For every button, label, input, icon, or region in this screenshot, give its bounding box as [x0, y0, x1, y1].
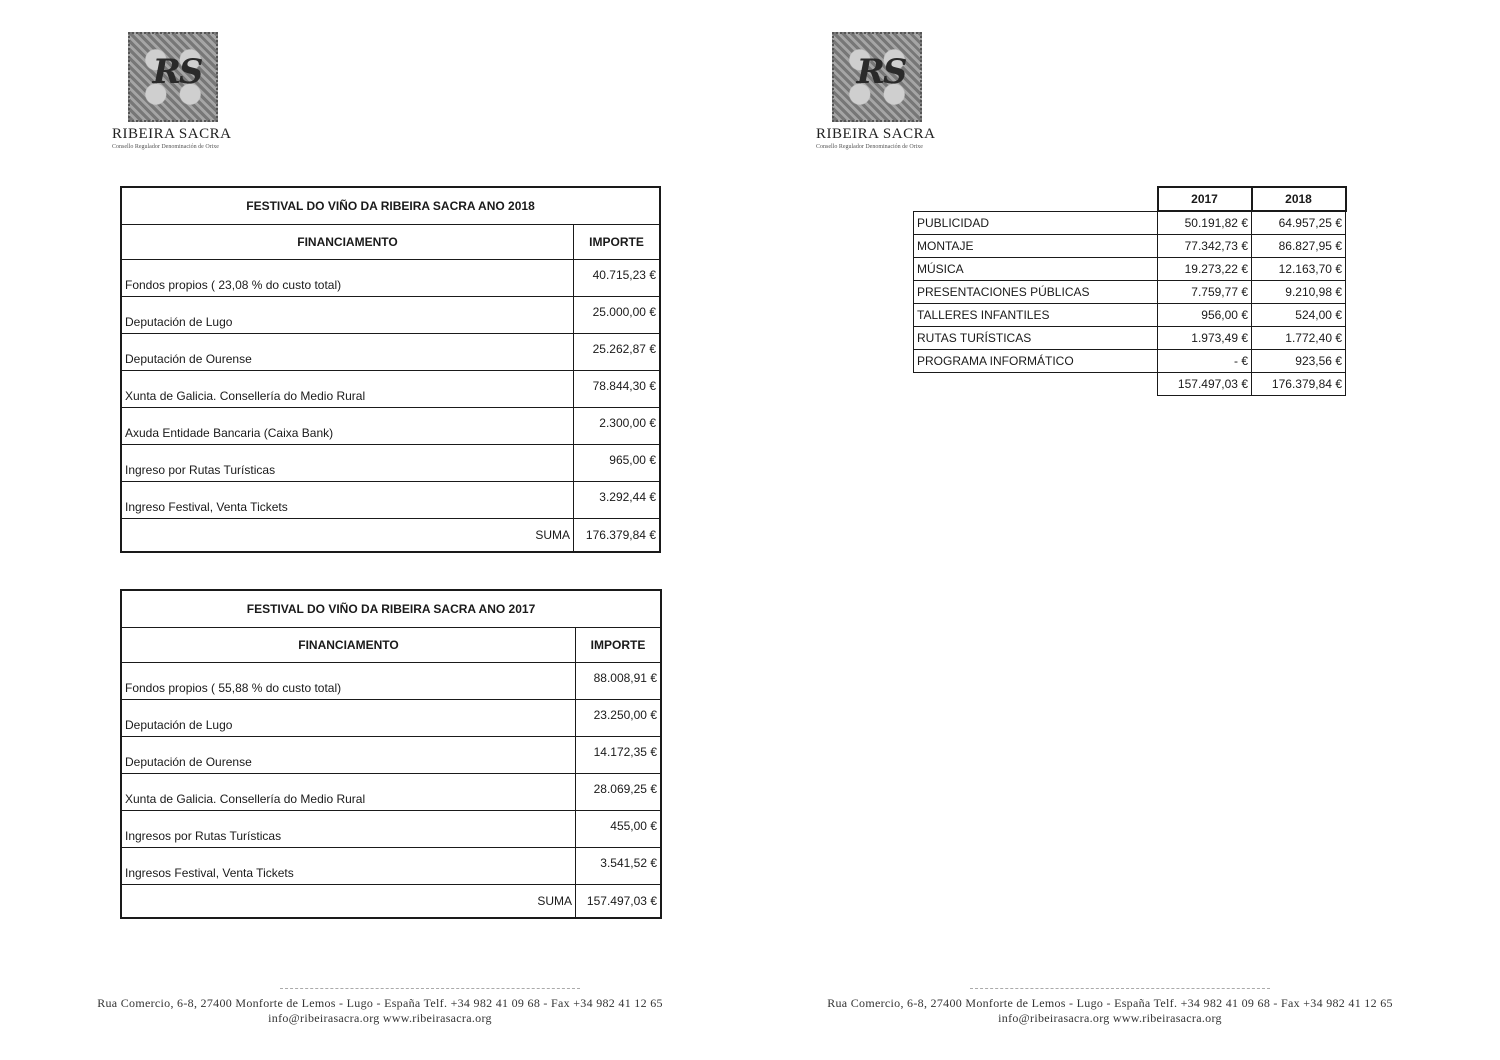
table-row	[121, 260, 660, 297]
row-label: TALLERES INFANTILES	[914, 304, 1158, 327]
table-row	[914, 258, 1346, 281]
value-2017: 956,00 €	[1158, 304, 1252, 327]
row-amount: 965,00 €	[574, 445, 661, 482]
table-row	[121, 700, 661, 737]
row-label: Fondos propios ( 23,08 % do custo total)	[121, 260, 574, 297]
footer-address: Rua Comercio, 6-8, 27400 Monforte de Lemos - Lugo - España Telf. +34 982 41 09 68 - Fax +34 982 41 12 65	[97, 996, 663, 1010]
year-header-2018: 2018	[1252, 187, 1346, 211]
value-2017: 50.191,82 €	[1158, 211, 1252, 235]
value-2017: 7.759,77 €	[1158, 281, 1252, 304]
value-2018: 12.163,70 €	[1252, 258, 1346, 281]
value-2018: 9.210,98 €	[1252, 281, 1346, 304]
row-label: PROGRAMA INFORMÁTICO	[914, 350, 1158, 373]
row-label: Xunta de Galicia. Consellería do Medio Rural	[121, 774, 576, 811]
row-amount: 3.292,44 €	[574, 482, 661, 519]
row-label: Deputación de Lugo	[121, 297, 574, 334]
column-header-importe: IMPORTE	[576, 628, 662, 663]
year-header-2017: 2017	[1158, 187, 1252, 211]
logo-title: RIBEIRA SACRA	[816, 126, 936, 142]
table-row	[121, 408, 660, 445]
table-row	[121, 737, 661, 774]
row-amount: 40.715,23 €	[574, 260, 661, 297]
value-2018: 86.827,95 €	[1252, 235, 1346, 258]
value-2018: 64.957,25 €	[1252, 211, 1346, 235]
value-2018: 1.772,40 €	[1252, 327, 1346, 350]
footer-divider	[280, 988, 580, 989]
row-amount: 78.844,30 €	[574, 371, 661, 408]
table-row	[914, 350, 1346, 373]
blank-cell	[914, 373, 1158, 396]
row-label: Deputación de Lugo	[121, 700, 576, 737]
row-label: Fondos propios ( 55,88 % do custo total)	[121, 663, 576, 700]
total-2017: 157.497,03 €	[1158, 373, 1252, 396]
table-row	[121, 297, 660, 334]
footer-address: Rua Comercio, 6-8, 27400 Monforte de Lemos - Lugo - España Telf. +34 982 41 09 68 - Fax +34 982 41 12 65	[827, 996, 1393, 1010]
row-amount: 3.541,52 €	[576, 848, 662, 885]
sum-label: SUMA	[121, 519, 574, 553]
value-2017: 19.273,22 €	[1158, 258, 1252, 281]
total-row	[914, 373, 1346, 396]
expense-comparison-table	[913, 186, 1347, 396]
row-amount: 2.300,00 €	[574, 408, 661, 445]
row-label: Ingreso Festival, Venta Tickets	[121, 482, 574, 519]
footer-divider	[970, 988, 1270, 989]
row-label: Ingresos Festival, Venta Tickets	[121, 848, 576, 885]
row-label: Ingresos por Rutas Turísticas	[121, 811, 576, 848]
column-header-financiamento: FINANCIAMENTO	[121, 628, 576, 663]
column-header-importe: IMPORTE	[574, 225, 661, 260]
value-2017: - €	[1158, 350, 1252, 373]
table-row	[121, 445, 660, 482]
table-row	[914, 304, 1346, 327]
sum-row	[121, 885, 661, 919]
footer	[740, 996, 1480, 1026]
year-header-row	[914, 187, 1346, 211]
table-row	[121, 774, 661, 811]
row-label: PRESENTACIONES PÚBLICAS	[914, 281, 1158, 304]
table-row	[914, 235, 1346, 258]
table-title: FESTIVAL DO VIÑO DA RIBEIRA SACRA ANO 2017	[121, 590, 661, 628]
footer-contact: info@ribeirasacra.org www.ribeirasacra.org	[998, 1011, 1222, 1025]
value-2018: 524,00 €	[1252, 304, 1346, 327]
table-title: FESTIVAL DO VIÑO DA RIBEIRA SACRA ANO 2018	[121, 187, 660, 225]
table-row	[121, 811, 661, 848]
row-label: RUTAS TURÍSTICAS	[914, 327, 1158, 350]
row-label: Axuda Entidade Bancaria (Caixa Bank)	[121, 408, 574, 445]
row-amount: 25.262,87 €	[574, 334, 661, 371]
row-label: PUBLICIDAD	[914, 211, 1158, 235]
table-row	[121, 482, 660, 519]
table-row	[914, 327, 1346, 350]
footer-contact: info@ribeirasacra.org www.ribeirasacra.org	[268, 1011, 492, 1025]
row-amount: 23.250,00 €	[576, 700, 662, 737]
logo-monogram: RS	[856, 52, 906, 92]
row-label: Ingreso por Rutas Turísticas	[121, 445, 574, 482]
sum-amount: 176.379,84 €	[574, 519, 661, 553]
blank-cell	[914, 187, 1158, 211]
funding-table-2018	[120, 186, 661, 553]
row-amount: 14.172,35 €	[576, 737, 662, 774]
row-label: Deputación de Ourense	[121, 334, 574, 371]
table-row	[914, 281, 1346, 304]
logo-subtitle: Consello Regulador Denominación de Orixe	[112, 144, 219, 150]
table-row	[121, 663, 661, 700]
table-row	[121, 371, 660, 408]
value-2018: 923,56 €	[1252, 350, 1346, 373]
column-header-financiamento: FINANCIAMENTO	[121, 225, 574, 260]
row-amount: 88.008,91 €	[576, 663, 662, 700]
row-amount: 25.000,00 €	[574, 297, 661, 334]
table-row	[121, 334, 660, 371]
sum-row	[121, 519, 660, 553]
total-2018: 176.379,84 €	[1252, 373, 1346, 396]
value-2017: 1.973,49 €	[1158, 327, 1252, 350]
footer	[10, 996, 750, 1026]
sum-label: SUMA	[121, 885, 576, 919]
funding-table-2017	[120, 589, 662, 919]
logo-monogram: RS	[152, 52, 202, 92]
row-label: MONTAJE	[914, 235, 1158, 258]
logo-title: RIBEIRA SACRA	[112, 126, 232, 142]
right-page	[750, 0, 1500, 1060]
row-label: Deputación de Ourense	[121, 737, 576, 774]
row-label: MÚSICA	[914, 258, 1158, 281]
row-amount: 28.069,25 €	[576, 774, 662, 811]
table-row	[121, 848, 661, 885]
sum-amount: 157.497,03 €	[576, 885, 662, 919]
value-2017: 77.342,73 €	[1158, 235, 1252, 258]
row-label: Xunta de Galicia. Consellería do Medio Rural	[121, 371, 574, 408]
logo-subtitle: Consello Regulador Denominación de Orixe	[816, 144, 923, 150]
table-row	[914, 211, 1346, 235]
row-amount: 455,00 €	[576, 811, 662, 848]
